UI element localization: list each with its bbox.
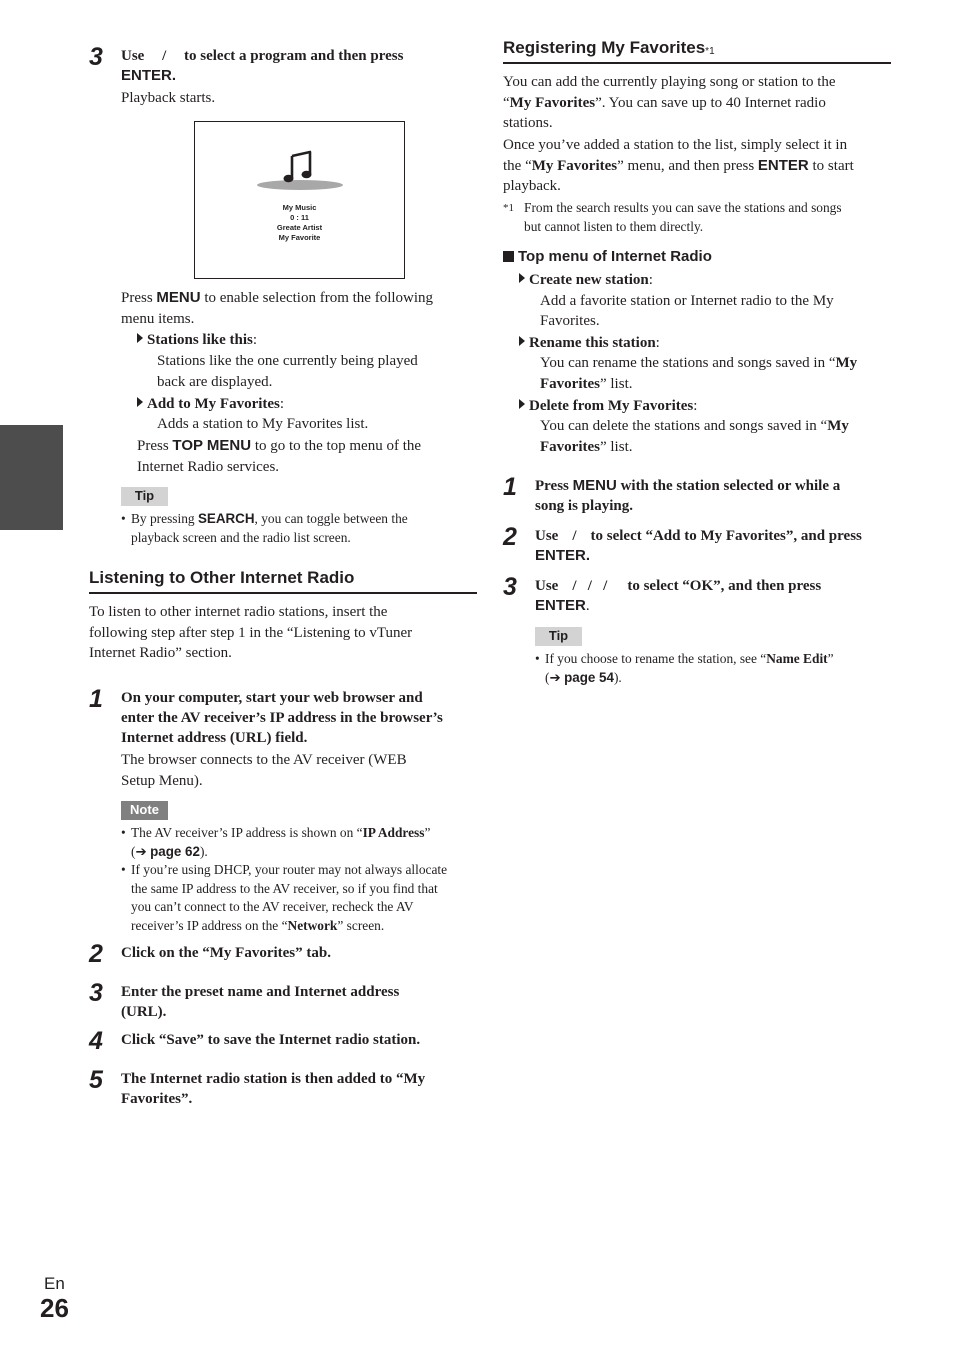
screen-line: 0 : 11 <box>290 213 309 222</box>
step-text: Use / to select “Add to My Favorites”, and press <box>535 528 862 544</box>
intro-paragraph: You can add the currently playing song or station to the <box>503 74 836 90</box>
intro-paragraph: Once you’ve added a station to the list, simply select it in <box>503 137 848 153</box>
menu-item-desc: Adds a station to My Favorites list. <box>157 416 369 432</box>
step-text: Internet address (URL) field. <box>121 730 308 746</box>
tip-item: • If you choose to rename the station, see “Name Edit” (➔ page 54). <box>535 651 834 685</box>
triangle-bullet-icon <box>137 397 143 407</box>
menu-item-desc: You can delete the stations and songs saved in “My <box>540 418 849 434</box>
screen-line: Greate Artist <box>276 223 323 232</box>
menu-item-delete-from-favorites: Delete from My Favorites: <box>519 396 697 417</box>
section-paragraph: following step after step 1 in the “Listening to vTuner <box>89 625 413 641</box>
step-text: Press MENU with the station selected or while a <box>535 477 841 494</box>
menu-item-desc: Stations like the one currently being played <box>157 353 418 369</box>
step-text: Click “Save” to save the Internet radio station. <box>121 1032 421 1048</box>
square-bullet-icon <box>503 251 514 262</box>
section-heading: Registering My Favorites$^{*1}$ <box>503 38 715 57</box>
step-number: 1 <box>503 473 517 501</box>
menu-item-desc: You can rename the stations and songs saved in “My <box>540 355 858 371</box>
step-text: On your computer, start your web browser and <box>121 690 423 706</box>
intro-paragraph: playback. <box>503 178 561 194</box>
step-number: 3 <box>89 43 103 71</box>
menu-item-desc: Favorites” list. <box>540 376 633 392</box>
step-text: Favorites”. <box>121 1091 193 1107</box>
menu-intro-cont: menu items. <box>121 311 195 327</box>
subheading: Top menu of Internet Radio <box>503 247 712 268</box>
enter-key-label: ENTER. <box>535 547 591 564</box>
note-item: • The AV receiver’s IP address is shown on “IP Address” (➔ page 62). <box>121 825 431 859</box>
menu-item-desc: Favorites” list. <box>540 439 633 455</box>
step-number: 1 <box>89 685 103 713</box>
step-text: (URL). <box>121 1004 167 1020</box>
triangle-bullet-icon <box>137 333 143 343</box>
triangle-bullet-icon <box>519 399 525 409</box>
section-paragraph: To listen to other internet radio stations, insert the <box>89 604 388 620</box>
enter-key-label: ENTER. <box>121 67 177 84</box>
step-body: Playback starts. <box>121 90 216 106</box>
step-number: 3 <box>503 573 517 601</box>
intro-paragraph: “My Favorites”. You can save up to 40 Internet radio <box>503 95 826 111</box>
music-note-icon <box>283 150 315 184</box>
note-item: • If you’re using DHCP, your router may not always allocate the same IP address to the AV receiver, so if you find that you can’t connect to the AV receiver, recheck the AV receiver’s IP address on the “Network” screen. <box>121 862 448 933</box>
step-number: 2 <box>503 523 517 551</box>
triangle-bullet-icon <box>519 273 525 283</box>
intro-paragraph: the “My Favorites” menu, and then press ENTER to start <box>503 157 854 174</box>
step-text: Use / / / to select “OK”, and then press <box>535 578 822 594</box>
playback-screen-illustration <box>194 121 405 279</box>
screen-line: My Favorite <box>278 233 321 242</box>
menu-item-desc: Favorites. <box>540 313 600 329</box>
step-text: Enter the preset name and Internet address <box>121 984 400 1000</box>
step-text: song is playing. <box>535 498 633 514</box>
tip-label: Tip <box>121 487 168 506</box>
heading-rule <box>503 62 891 64</box>
intro-paragraph: stations. <box>503 115 553 131</box>
top-menu-instruction: Press TOP MENU to go to the top menu of the <box>137 437 422 454</box>
note-label: Note <box>121 801 168 820</box>
step-number: 5 <box>89 1066 103 1094</box>
step-body: Setup Menu). <box>121 773 203 789</box>
section-heading: Listening to Other Internet Radio <box>89 568 355 587</box>
heading-rule <box>89 592 477 594</box>
menu-item-add-to-favorites: Add to My Favorites: <box>137 394 284 415</box>
step-text: The Internet radio station is then added to “My <box>121 1071 426 1087</box>
step-number: 2 <box>89 940 103 968</box>
step-body: The browser connects to the AV receiver (WEB <box>121 752 407 768</box>
language-label: En <box>44 1274 65 1293</box>
section-tab <box>0 425 63 530</box>
menu-item-desc: Add a favorite station or Internet radio to the My <box>540 293 834 309</box>
step-number: 4 <box>89 1027 103 1055</box>
tip-item: • By pressing SEARCH, you can toggle between the playback screen and the radio list screen. <box>121 511 408 545</box>
footnote-text: but cannot listen to them directly. <box>524 219 704 234</box>
page-number: 26 <box>40 1293 69 1323</box>
menu-item-rename-station: Rename this station: <box>519 333 660 354</box>
triangle-bullet-icon <box>519 336 525 346</box>
step-text: enter the AV receiver’s IP address in the browser’s <box>121 710 443 726</box>
step-text: Click on the “My Favorites” tab. <box>121 945 331 961</box>
menu-intro: Press MENU to enable selection from the following <box>121 289 434 306</box>
top-menu-instruction-cont: Internet Radio services. <box>137 459 280 475</box>
section-paragraph: Internet Radio” section. <box>89 645 232 661</box>
screen-line: My Music <box>282 203 317 212</box>
footnote-text: From the search results you can save the stations and songs <box>524 200 842 215</box>
step-text: ENTER. <box>535 597 590 614</box>
step-number: 3 <box>89 979 103 1007</box>
footnote-mark: *1 <box>503 202 514 214</box>
menu-item-stations-like-this: Stations like this: <box>137 330 257 351</box>
menu-item-create-new-station: Create new station: <box>519 270 653 291</box>
step-text: Use / to select a program and then press <box>121 48 404 64</box>
menu-item-desc: back are displayed. <box>157 374 273 390</box>
tip-label: Tip <box>535 627 582 646</box>
